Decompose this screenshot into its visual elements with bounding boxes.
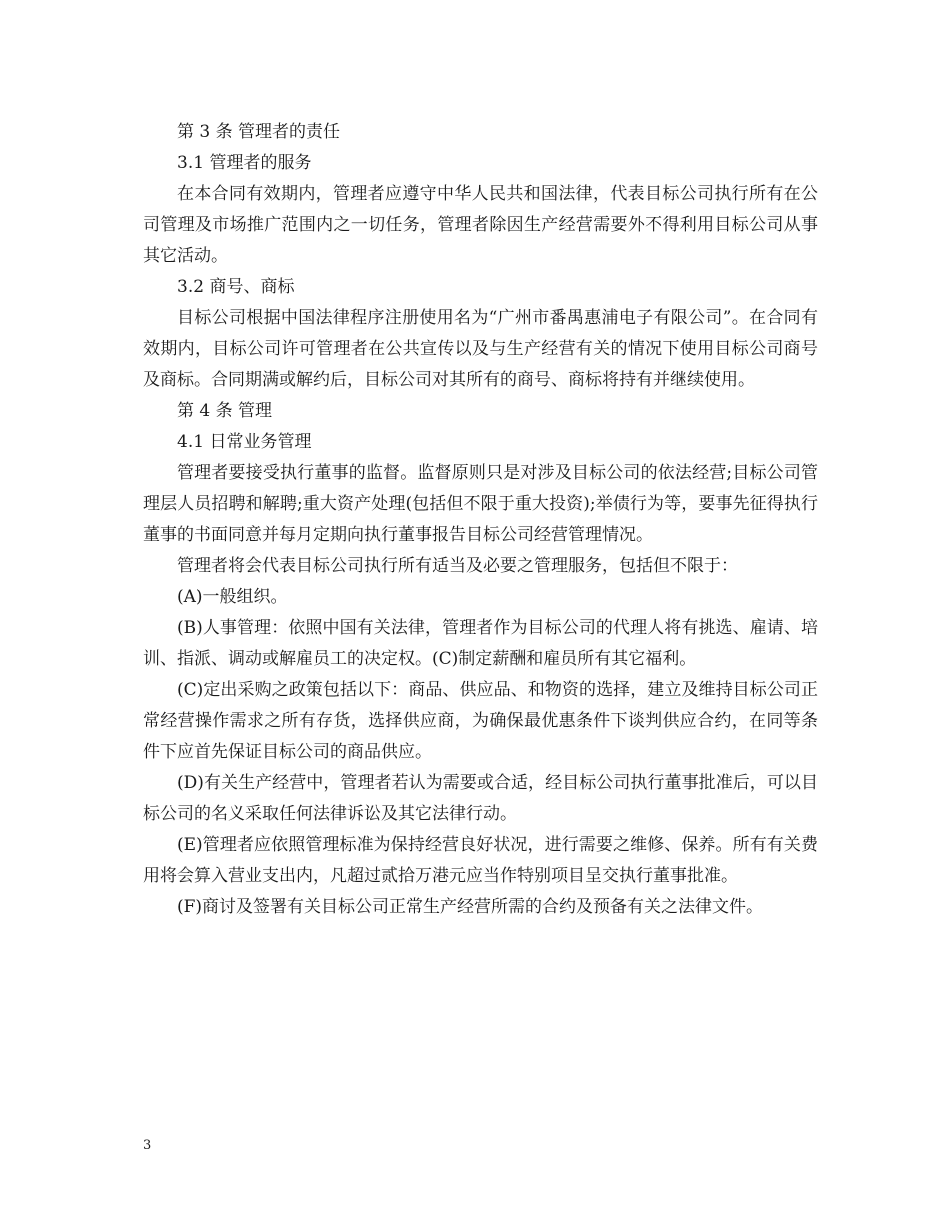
heading-3-2: 3.2 商号、商标 xyxy=(177,277,295,297)
paragraph: 目标公司根据中国法律程序注册使用名为“广州市番禺惠浦电子有限公司”。在合同有效期内，目标公司许可管理者在公共宣传以及与生产经营有关的情况下使用目标公司商号及商标。合同期满或解约后，目标公司对其所有的商号、商标将持有并继续使用。 xyxy=(143,308,818,390)
list-item-f: (F)商讨及签署有关目标公司正常生产经营所需的合约及预备有关之法律文件。 xyxy=(177,897,764,917)
heading-article-3: 第 3 条 管理者的责任 xyxy=(177,122,341,142)
list-item-e: (E)管理者应依照管理标准为保持经营良好状况，进行需要之维修、保养。所有有关费用将会算入营业支出内，凡超过贰拾万港元应当作特别项目呈交执行董事批准。 xyxy=(143,835,818,886)
body-text xyxy=(143,117,818,923)
page-number: 3 xyxy=(143,1138,152,1153)
list-item-c: (C)定出采购之政策包括以下：商品、供应品、和物资的选择，建立及维持目标公司正常经营操作需求之所有存货，选择供应商，为确保最优惠条件下谈判供应合约，在同等条件下应首先保证目标公司的商品供应。 xyxy=(143,680,818,762)
list-item-d: (D)有关生产经营中，管理者若认为需要或合适，经目标公司执行董事批准后，可以目标公司的名义采取任何法律诉讼及其它法律行动。 xyxy=(143,773,818,824)
heading-article-4: 第 4 条 管理 xyxy=(177,401,273,421)
paragraph: 管理者要接受执行董事的监督。监督原则只是对涉及目标公司的依法经营;目标公司管理层人员招聘和解聘;重大资产处理(包括但不限于重大投资);举债行为等，要事先征得执行董事的书面同意并每月定期向执行董事报告目标公司经营管理情况。 xyxy=(143,463,818,545)
list-item-b: (B)人事管理：依照中国有关法律，管理者作为目标公司的代理人将有挑选、雇请、培训、指派、调动或解雇员工的决定权。(C)制定薪酬和雇员所有其它福利。 xyxy=(143,618,818,669)
heading-4-1: 4.1 日常业务管理 xyxy=(177,432,312,452)
list-item-a: (A)一般组织。 xyxy=(177,587,288,607)
heading-3-1: 3.1 管理者的服务 xyxy=(177,153,312,173)
paragraph: 管理者将会代表目标公司执行所有适当及必要之管理服务，包括但不限于： xyxy=(177,556,738,576)
paragraph: 在本合同有效期内，管理者应遵守中华人民共和国法律，代表目标公司执行所有在公司管理及市场推广范围内之一切任务，管理者除因生产经营需要外不得利用目标公司从事其它活动。 xyxy=(143,184,818,266)
